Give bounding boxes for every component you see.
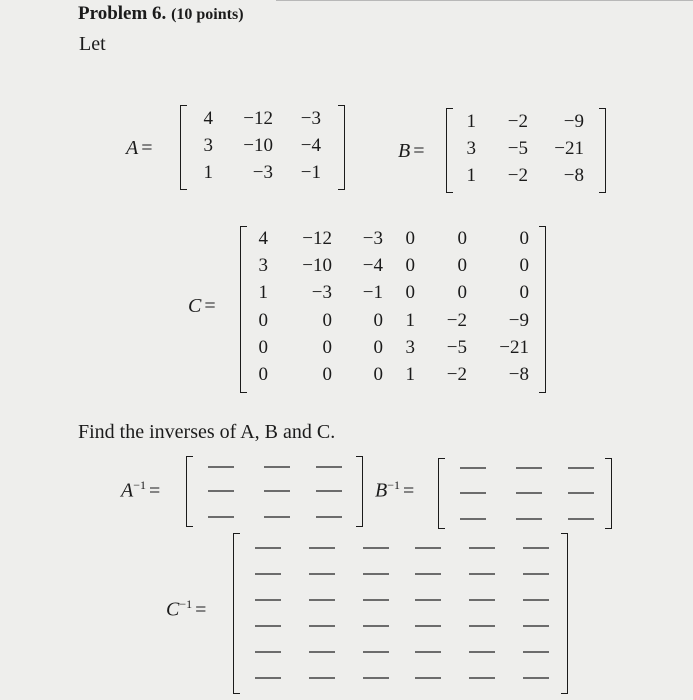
c-inverse-blank-r4c4[interactable] [415,625,441,627]
right-bracket [338,105,345,190]
instructions: Find the inverses of A, B and C. [78,421,336,443]
matrix-b-entry: −2 [507,111,528,132]
matrix-c-entry: 0 [457,255,467,276]
matrix-c-entry: 0 [519,282,529,303]
matrix-c-entry: 0 [457,282,467,303]
c-inverse-blank-r4c1[interactable] [255,625,281,627]
matrix-c-entry: 0 [373,337,383,358]
matrix-c-entry: −1 [362,282,383,303]
a-inverse-blank-r3c2[interactable] [264,516,290,518]
problem-title: Problem 6. (10 points) [78,3,244,24]
matrix-a-entry: 3 [203,135,213,156]
a-inverse-blank-r2c3[interactable] [316,490,342,492]
matrix-c-entry: 0 [322,337,332,358]
matrix-b-entry: −5 [507,138,528,159]
c-inverse-blank-r4c5[interactable] [469,625,495,627]
c-inverse-blank-r5c6[interactable] [523,651,549,653]
matrix-c-entry: 4 [258,228,268,249]
matrix-c-entry: 0 [457,228,467,249]
matrix-c-entry: 0 [373,310,383,331]
c-inverse-blank-r1c1[interactable] [255,547,281,549]
left-bracket [438,458,445,529]
c-inverse-blank-r5c3[interactable] [363,651,389,653]
matrix-c-entry: 1 [405,310,415,331]
matrix-c-entry: −5 [446,337,467,358]
c-inverse-blank-r1c3[interactable] [363,547,389,549]
matrix-b-entry: 3 [466,138,476,159]
matrix-c-entry: 0 [258,364,268,385]
a-inverse-blank-r3c1[interactable] [208,516,234,518]
matrix-c-entry: −3 [311,282,332,303]
right-bracket [605,458,612,529]
c-inverse-blank-r3c1[interactable] [255,599,281,601]
c-inverse-blank-r2c2[interactable] [309,573,335,575]
matrix-c-entry: −4 [362,255,383,276]
c-inverse-blank-r2c3[interactable] [363,573,389,575]
right-bracket [356,456,363,527]
b-inverse-blank-r2c3[interactable] [568,492,594,494]
matrix-c-entry: 0 [519,255,529,276]
c-inverse-blank-r6c4[interactable] [415,677,441,679]
matrix-c-entry: 0 [258,310,268,331]
matrix-a-entry: −1 [300,162,321,183]
matrix-c-entry: 3 [405,337,415,358]
matrix-c-entry: 0 [405,282,415,303]
b-inverse-blank-r1c3[interactable] [568,467,594,469]
b-inverse-blank-r2c1[interactable] [460,492,486,494]
matrix-b [446,108,606,193]
matrix-a-entry: −10 [243,135,273,156]
c-inverse-blank-r5c4[interactable] [415,651,441,653]
matrix-b-entry: −8 [563,165,584,186]
a-inverse-label: $A^{-1}$ = [121,478,161,502]
intro-text: Let [79,33,106,55]
b-inverse-label: $B^{-1}$ = [375,478,415,502]
b-inverse-blank-r1c2[interactable] [516,467,542,469]
c-inverse-blank-r6c6[interactable] [523,677,549,679]
matrix-c-entry: −3 [362,228,383,249]
matrix-c-entry: 0 [373,364,383,385]
matrix-c-label: C = [188,295,216,317]
a-inverse-blank-r3c3[interactable] [316,516,342,518]
b-inverse-blank-r3c1[interactable] [460,518,486,520]
matrix-c-entry: 1 [405,364,415,385]
matrix-b-entry: −9 [563,111,584,132]
matrix-c-entry: −2 [446,310,467,331]
matrix-c-entry: 0 [519,228,529,249]
b-inverse-blank-r3c3[interactable] [568,518,594,520]
c-inverse-blank-r6c3[interactable] [363,677,389,679]
matrix-a-entry: 4 [203,108,213,129]
matrix-b-entry: −21 [554,138,584,159]
c-inverse-blank-r5c2[interactable] [309,651,335,653]
c-inverse-blank-r6c1[interactable] [255,677,281,679]
c-inverse-blank-r4c3[interactable] [363,625,389,627]
a-inverse-blank-r1c1[interactable] [208,466,234,468]
c-inverse-blank-r6c5[interactable] [469,677,495,679]
matrix-c [240,226,546,393]
matrix-a-label: A = [126,137,153,159]
matrix-c-entry: −12 [302,228,332,249]
matrix-c-entry: 3 [258,255,268,276]
c-inverse-blank-r3c5[interactable] [469,599,495,601]
b-inverse-blank-r2c2[interactable] [516,492,542,494]
right-bracket [539,226,546,393]
c-inverse-blank-r1c6[interactable] [523,547,549,549]
a-inverse-blank-r2c1[interactable] [208,490,234,492]
b-inverse-blank-r3c2[interactable] [516,518,542,520]
matrix-a-entry: −3 [300,108,321,129]
c-inverse-blank-r2c5[interactable] [469,573,495,575]
matrix-a-entry: −3 [252,162,273,183]
c-inverse-label: $C^{-1}$ = [166,597,207,621]
matrix-b-entry: 1 [466,111,476,132]
matrix-b-entry: 1 [466,165,476,186]
c-inverse-blank-r6c2[interactable] [309,677,335,679]
c-inverse-blank-r3c4[interactable] [415,599,441,601]
header-rule [276,0,693,1]
left-bracket [186,456,193,527]
right-bracket [561,533,568,694]
c-inverse-blank-r1c5[interactable] [469,547,495,549]
matrix-a [180,105,345,190]
b-inverse-blank-r1c1[interactable] [460,467,486,469]
matrix-a-entry: −12 [243,108,273,129]
matrix-c-entry: −8 [508,364,529,385]
b-inverse-answer-matrix [438,458,612,529]
c-inverse-blank-r3c2[interactable] [309,599,335,601]
left-bracket [233,533,240,694]
c-inverse-answer-matrix [233,533,568,694]
c-inverse-blank-r3c6[interactable] [523,599,549,601]
c-inverse-blank-r2c6[interactable] [523,573,549,575]
right-bracket [599,108,606,193]
matrix-c-entry: −9 [508,310,529,331]
matrix-a-entry: 1 [203,162,213,183]
c-inverse-blank-r2c4[interactable] [415,573,441,575]
matrix-c-entry: 0 [405,255,415,276]
c-inverse-blank-r5c5[interactable] [469,651,495,653]
c-inverse-blank-r5c1[interactable] [255,651,281,653]
a-inverse-blank-r1c3[interactable] [316,466,342,468]
matrix-c-entry: −21 [499,337,529,358]
matrix-b-entry: −2 [507,165,528,186]
c-inverse-blank-r1c2[interactable] [309,547,335,549]
matrix-c-entry: 0 [322,310,332,331]
c-inverse-blank-r4c2[interactable] [309,625,335,627]
matrix-b-label: B = [398,140,425,162]
c-inverse-blank-r3c3[interactable] [363,599,389,601]
matrix-c-entry: 0 [258,337,268,358]
c-inverse-blank-r4c6[interactable] [523,625,549,627]
a-inverse-blank-r1c2[interactable] [264,466,290,468]
c-inverse-blank-r1c4[interactable] [415,547,441,549]
a-inverse-blank-r2c2[interactable] [264,490,290,492]
matrix-c-entry: 0 [405,228,415,249]
c-inverse-blank-r2c1[interactable] [255,573,281,575]
matrix-a-entry: −4 [300,135,321,156]
matrix-c-entry: −10 [302,255,332,276]
matrix-c-entry: 1 [258,282,268,303]
matrix-c-entry: 0 [322,364,332,385]
matrix-c-entry: −2 [446,364,467,385]
a-inverse-answer-matrix [186,456,363,527]
